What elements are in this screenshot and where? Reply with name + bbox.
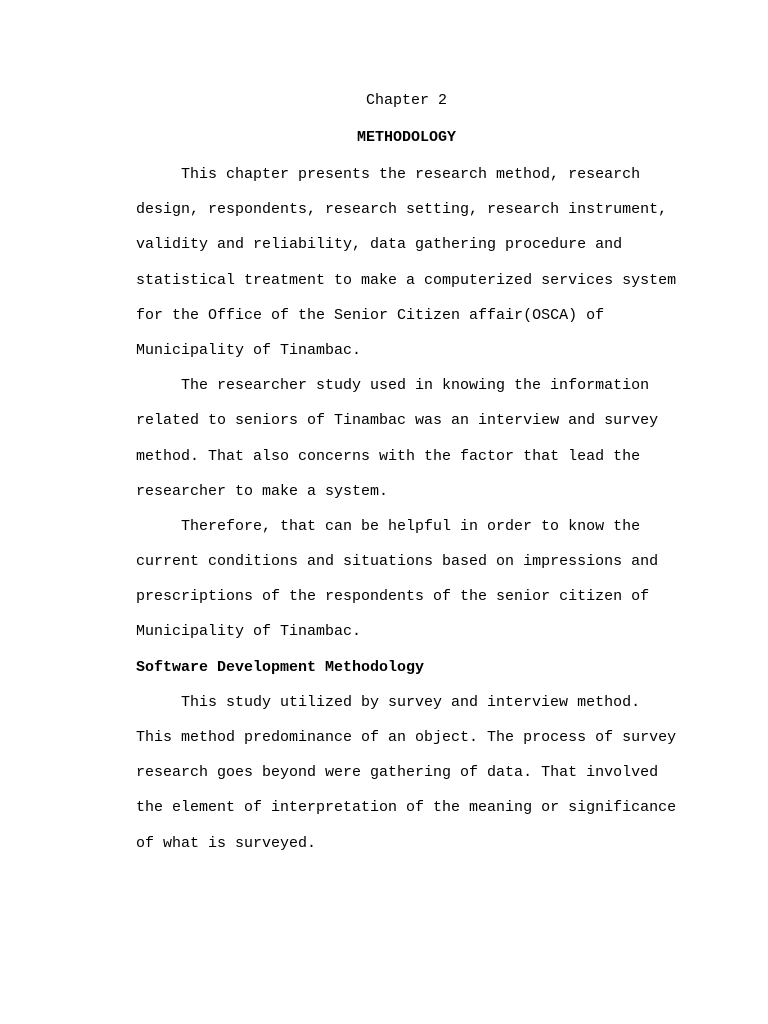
paragraph-line: for the Office of the Senior Citizen affair(OSCA) of xyxy=(136,306,605,324)
paragraph-line: current conditions and situations based on impressions and xyxy=(136,553,659,571)
paragraph-line: related to seniors of Tinambac was an interview and survey xyxy=(136,412,659,430)
paragraph-line: This chapter presents the research method, research xyxy=(181,166,641,183)
paragraph-line: research goes beyond were gathering of data. That involved xyxy=(136,764,659,782)
paragraph-software-methodology xyxy=(136,690,681,866)
paragraph-line: design, respondents, research setting, research instrument, xyxy=(136,201,668,219)
paragraph-line: The researcher study used in knowing the information xyxy=(181,377,650,395)
paragraph-line: prescriptions of the respondents of the senior citizen of xyxy=(136,588,650,606)
paragraph-line: Municipality of Tinambac. xyxy=(136,623,362,641)
paragraph-researcher-study xyxy=(136,373,681,514)
paragraph-line: method. That also concerns with the factor that lead the xyxy=(136,447,641,465)
paragraph-line: the element of interpretation of the meaning or significance xyxy=(136,799,677,817)
paragraph-line: This method predominance of an object. The process of survey xyxy=(136,729,677,746)
paragraph-intro xyxy=(136,162,681,373)
paragraph-line: of what is surveyed. xyxy=(136,834,317,852)
paragraph-line: validity and reliability, data gathering procedure and xyxy=(136,236,623,254)
paragraph-line: statistical treatment to make a computerized services system xyxy=(136,271,677,289)
paragraph-line: Therefore, that can be helpful in order to know the xyxy=(181,517,641,535)
paragraph-line: This study utilized by survey and interview method. xyxy=(181,693,641,711)
chapter-number: Chapter 2 xyxy=(365,92,447,109)
section-heading: Software Development Methodology xyxy=(136,658,425,676)
paragraph-line: Municipality of Tinambac. xyxy=(136,341,362,359)
paragraph-line: researcher to make a system. xyxy=(136,482,389,500)
paragraph-therefore xyxy=(136,514,681,655)
document-body xyxy=(136,88,681,866)
chapter-title: METHODOLOGY xyxy=(356,129,457,146)
